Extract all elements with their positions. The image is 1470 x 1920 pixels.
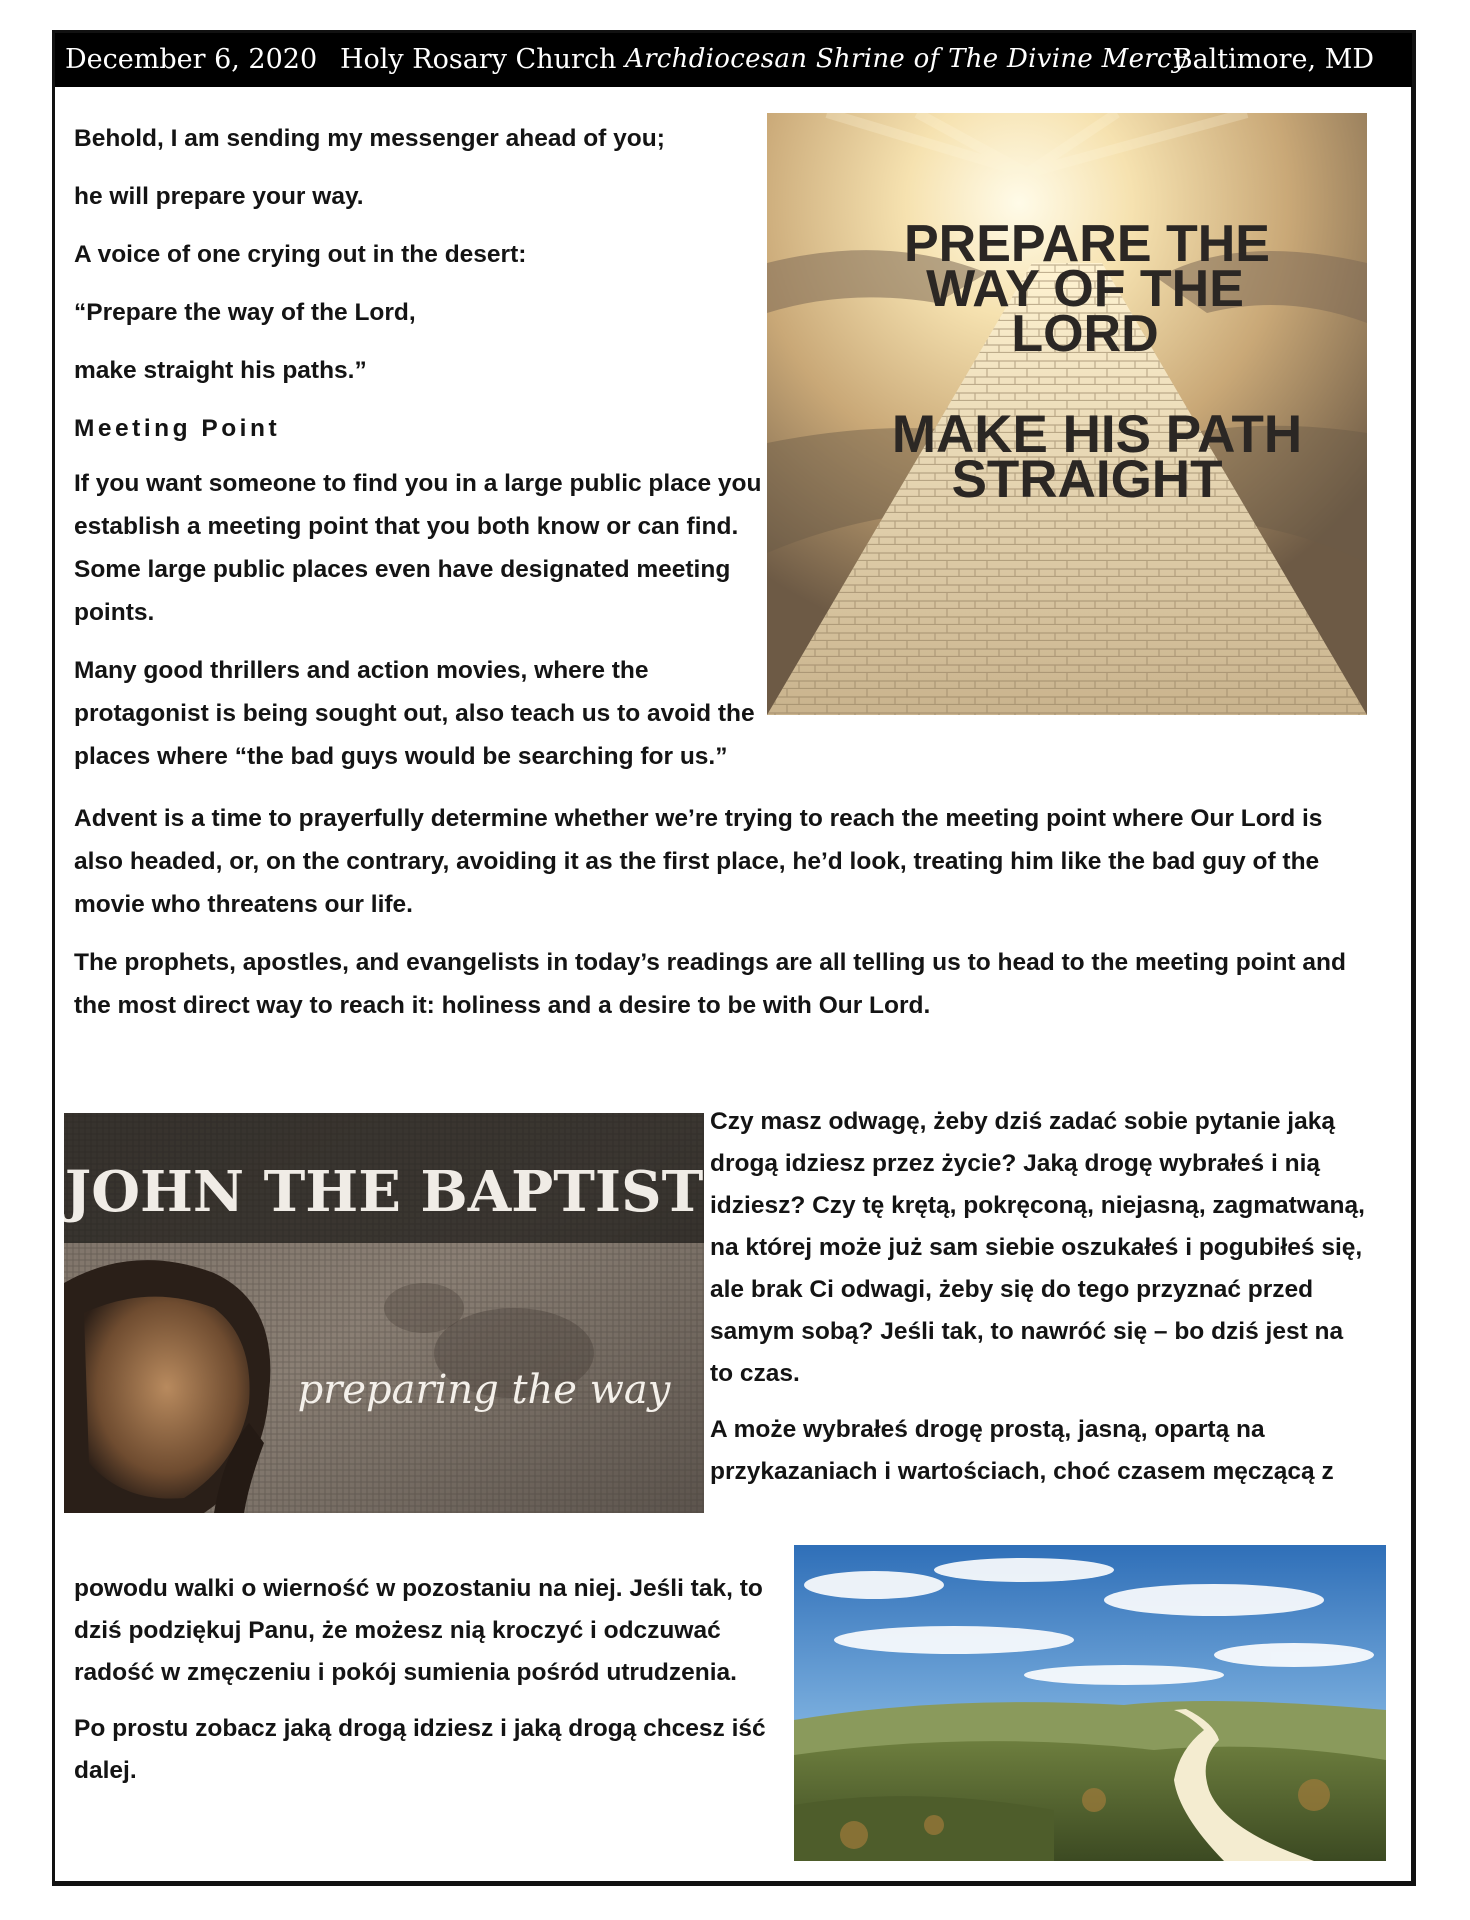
header-city: Baltimore, MD bbox=[1172, 44, 1374, 75]
english-column bbox=[74, 462, 764, 793]
scripture-line: “Prepare the way of the Lord, bbox=[74, 299, 416, 326]
prepare-line2: WAY OF THE bbox=[926, 260, 1244, 318]
section-title: Meeting Point bbox=[74, 415, 281, 442]
john-the-baptist-image bbox=[64, 1113, 704, 1513]
bulletin-header bbox=[55, 33, 1412, 87]
prepare-line4: MAKE HIS PATH bbox=[891, 405, 1303, 464]
english-full-width bbox=[74, 797, 1364, 1042]
scripture-line: he will prepare your way. bbox=[74, 183, 364, 210]
paragraph: Advent is a time to prayerfully determine whether we’re trying to reach the meeting point where Our Lord is also headed, or, on the contrary, avoiding it as the first place, he’d look, treating him like the bad guy of the movie who threatens our life. bbox=[74, 805, 1323, 918]
prepare-line3: LORD bbox=[1011, 305, 1159, 363]
paragraph: If you want someone to find you in a large public place you establish a meeting point that you both know or can find. Some large public places even have designated meeting points. bbox=[74, 470, 762, 626]
polish-column bbox=[710, 1101, 1365, 1507]
paragraph: A może wybrałeś drogę prostą, jasną, opartą na przykazaniach i wartościach, choć czasem męczącą z bbox=[710, 1416, 1334, 1485]
john-title: JOHN THE BAPTIST bbox=[64, 1159, 704, 1225]
paragraph: Many good thrillers and action movies, where the protagonist is being sought out, also teach us to avoid the places where “the bad guys would be searching for us.” bbox=[74, 657, 755, 770]
scripture-line: make straight his paths.” bbox=[74, 357, 367, 384]
landscape-path-image bbox=[794, 1545, 1386, 1861]
paragraph: powodu walki o wierność w pozostaniu na niej. Jeśli tak, to dziś podziękuj Panu, że możesz nią kroczyć i odczuwać radość w zmęczeniu i pokój sumienia pośród utrudzenia. bbox=[74, 1575, 763, 1686]
paragraph: Czy masz odwagę, żeby dziś zadać sobie pytanie jaką drogą idziesz przez życie? Jaką drogę wybrałeś i nią idziesz? Czy tę krętą, pokręconą, niejasną, zagmatwaną, na której może już sam siebie oszukałeś i pogubiłeś się, ale brak Ci odwagi, żeby się do tego przyznać przed samym sobą? Jeśli tak, to nawróć się – bo dziś jest na to czas. bbox=[710, 1108, 1365, 1387]
john-subtitle: preparing the way bbox=[297, 1367, 671, 1413]
prepare-the-way-image bbox=[767, 113, 1367, 715]
scripture-block bbox=[74, 110, 774, 458]
header-church: Holy Rosary Church bbox=[340, 44, 617, 75]
polish-lower bbox=[74, 1568, 784, 1806]
scripture-line: Behold, I am sending my messenger ahead of you; bbox=[74, 125, 665, 152]
paragraph: The prophets, apostles, and evangelists in today’s readings are all telling us to head to the meeting point and the most direct way to reach it: holiness and a desire to be with Our Lord. bbox=[74, 949, 1346, 1019]
paragraph: Po prostu zobacz jaką drogą idziesz i jaką drogą chcesz iść dalej. bbox=[74, 1715, 766, 1784]
prepare-line5: STRAIGHT bbox=[951, 450, 1223, 509]
header-shrine: Archdiocesan Shrine of The Divine Mercy bbox=[625, 44, 1187, 74]
scripture-line: A voice of one crying out in the desert: bbox=[74, 241, 527, 268]
header-date: December 6, 2020 bbox=[65, 44, 318, 75]
prepare-line1: PREPARE THE bbox=[904, 215, 1270, 273]
